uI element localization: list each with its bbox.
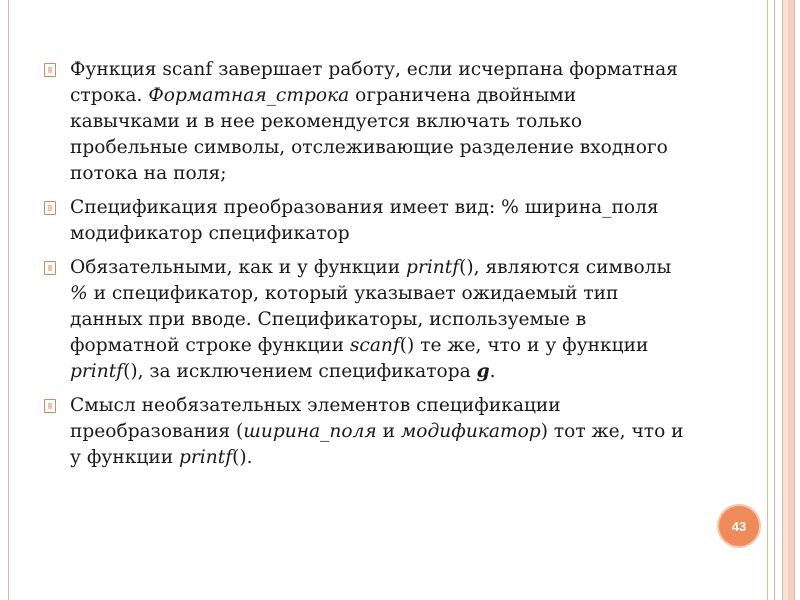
bullet-item-4 [44,393,684,471]
square-bullet-icon [44,399,56,413]
text: ограничена двойными кавычками и в нее рекомендуется включать только пробельные символы, отслеживающие разделение входного потока на поля; [70,85,668,184]
text: (), за исключением спецификатора [123,361,477,382]
italic-term: printf [70,361,124,382]
bullet-item-1 [44,57,684,187]
slide-number-badge: 43 [719,506,759,546]
text: Смысл необязательных элементов спецификации преобразования ( [70,395,561,442]
italic-term: модификатор [400,421,541,442]
slide-content [44,57,684,479]
text: Обязательными, как и у функции [70,257,407,278]
text: . [489,361,496,382]
text: Функция [70,59,163,80]
text: ) тот же, что и у функции [70,421,684,468]
square-bullet-icon [44,261,56,275]
italic-term: ширина_поля [243,421,377,442]
italic-term: % [70,283,88,304]
square-bullet-icon [44,201,56,215]
italic-term: Форматная_строка [148,85,350,106]
text: (). [232,447,253,468]
bullet-item-2 [44,195,684,247]
text: () те же, что и у функции [399,335,649,356]
text: (), являются символы [459,257,672,278]
code-term: scanf [162,59,213,80]
italic-term: scanf [349,335,400,356]
italic-term: printf [179,447,233,468]
italic-term: printf [406,257,460,278]
text: Спецификация преобразования имеет вид: % ширина_поля модификатор спецификатор [70,197,659,244]
square-bullet-icon [44,63,56,77]
bold-term: g [476,361,490,382]
text: и спецификатор, который указывает ожидаемый тип данных при вводе. Спецификаторы, используемые в форматной строке функции [70,283,619,356]
text: завершает работу, если исчерпана форматная строка. [70,59,678,106]
text: и [376,421,401,442]
decorative-stripe [774,0,800,600]
bullet-item-3 [44,255,684,385]
